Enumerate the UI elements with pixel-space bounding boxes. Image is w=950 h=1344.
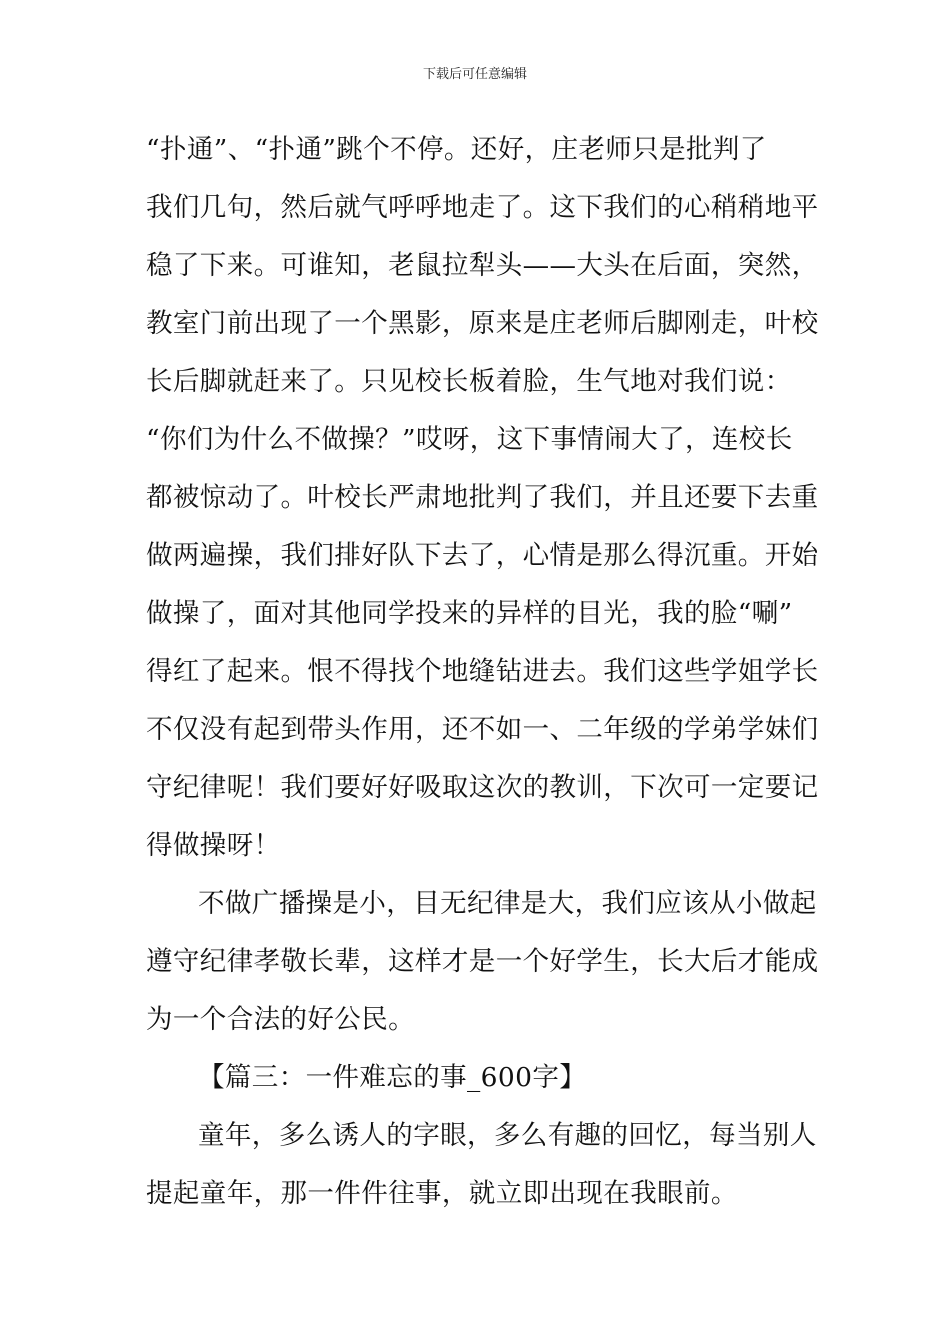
text-line: 不仅没有起到带头作用，还不如一、二年级的学弟学妹们 <box>146 714 819 745</box>
text-line: 不做广播操是小，目无纪律是大，我们应该从小做起 <box>198 888 817 919</box>
text-line: 守纪律呢！我们要好好吸取这次的教训，下次可一定要记 <box>146 772 819 803</box>
text-line: 我们几句，然后就气呼呼地走了。这下我们的心稍稍地平 <box>146 192 819 223</box>
text-line: 稳了下来。可谁知，老鼠拉犁头——大头在后面，突然， <box>146 250 819 281</box>
page-header: 下载后可任意编辑 <box>422 67 527 82</box>
text-line: 做两遍操，我们排好队下去了，心情是那么得沉重。开始 <box>146 540 819 571</box>
text-line: “你们为什么不做操？”哎呀，这下事情闹大了，连校长 <box>146 424 793 455</box>
text-line: 长后脚就赶来了。只见校长板着脸，生气地对我们说： <box>146 366 792 397</box>
text-line: 做操了，面对其他同学投来的异样的目光，我的脸“唰” <box>146 598 793 629</box>
text-line: “扑通”、“扑通”跳个不停。还好，庄老师只是批判了 <box>146 134 767 165</box>
text-line: 童年，多么诱人的字眼，多么有趣的回忆，每当别人 <box>198 1120 817 1151</box>
text-line: 得红了起来。恨不得找个地缝钻进去。我们这些学姐学长 <box>146 656 819 687</box>
section-heading: 【篇三：一件难忘的事_600字】 <box>198 1062 587 1093</box>
text-line: 都被惊动了。叶校长严肃地批判了我们，并且还要下去重 <box>146 482 819 513</box>
text-line: 得做操呀！ <box>146 830 281 861</box>
text-line: 提起童年，那一件件往事，就立即出现在我眼前。 <box>146 1178 738 1209</box>
text-line: 遵守纪律孝敬长辈，这样才是一个好学生，长大后才能成 <box>146 946 819 977</box>
text-line: 为一个合法的好公民。 <box>146 1004 415 1035</box>
text-line: 教室门前出现了一个黑影，原来是庄老师后脚刚走，叶校 <box>146 308 819 339</box>
